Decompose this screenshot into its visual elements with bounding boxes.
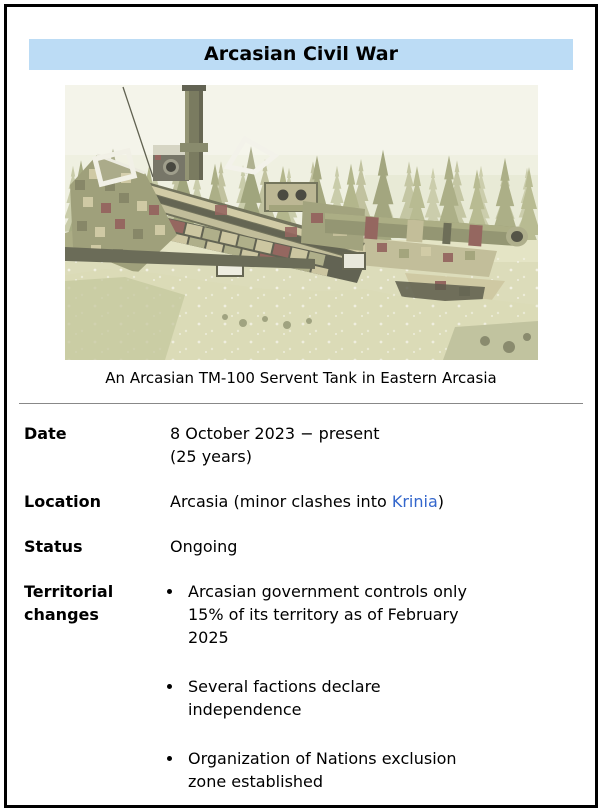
info-table: [19, 404, 583, 793]
bullet-1-line-3: 2025: [188, 627, 229, 647]
territorial-changes-label: Territorial changes: [24, 581, 114, 624]
bullet-1-line-2: 15% of its territory as of February: [188, 604, 459, 624]
row-location: [24, 490, 583, 513]
status-label: Status: [24, 536, 83, 556]
row-date: [24, 422, 583, 468]
location-label: Location: [24, 491, 101, 511]
bullet-3-line-1: • Organization of Nations exclusion: [188, 748, 457, 768]
date-value: [170, 422, 583, 468]
image-caption: An Arcasian TM-100 Servent Tank in Eastern Arcasia: [105, 369, 497, 387]
bullet-2-line-1: • Several factions declare: [188, 676, 381, 696]
status-value: Ongoing: [170, 536, 238, 556]
tank-photo: [65, 85, 538, 360]
location-text-prefix: Arcasia (minor clashes into: [170, 491, 392, 511]
date-line-2: (25 years): [170, 446, 252, 466]
date-line-1: 8 October 2023 − present: [170, 423, 380, 443]
row-status: [24, 535, 583, 558]
list-item: [184, 675, 583, 721]
territorial-changes-list: [170, 580, 583, 793]
territorial-changes-value: [170, 580, 583, 793]
location-text-suffix: ): [437, 491, 444, 511]
infobox-title-bar: [29, 39, 573, 70]
bullet-3-line-2: zone established: [188, 771, 324, 791]
bullet-2-line-2: independence: [188, 699, 302, 719]
list-item: [184, 747, 583, 793]
list-item: [184, 580, 583, 649]
infobox-frame: [4, 4, 598, 808]
bullet-1-line-1: • Arcasian government controls only: [188, 581, 467, 601]
location-value: [170, 490, 583, 513]
date-label: Date: [24, 423, 67, 443]
page-title: Arcasian Civil War: [204, 43, 398, 65]
krinia-link[interactable]: Krinia: [391, 491, 438, 511]
row-territorial-changes: [24, 580, 583, 793]
